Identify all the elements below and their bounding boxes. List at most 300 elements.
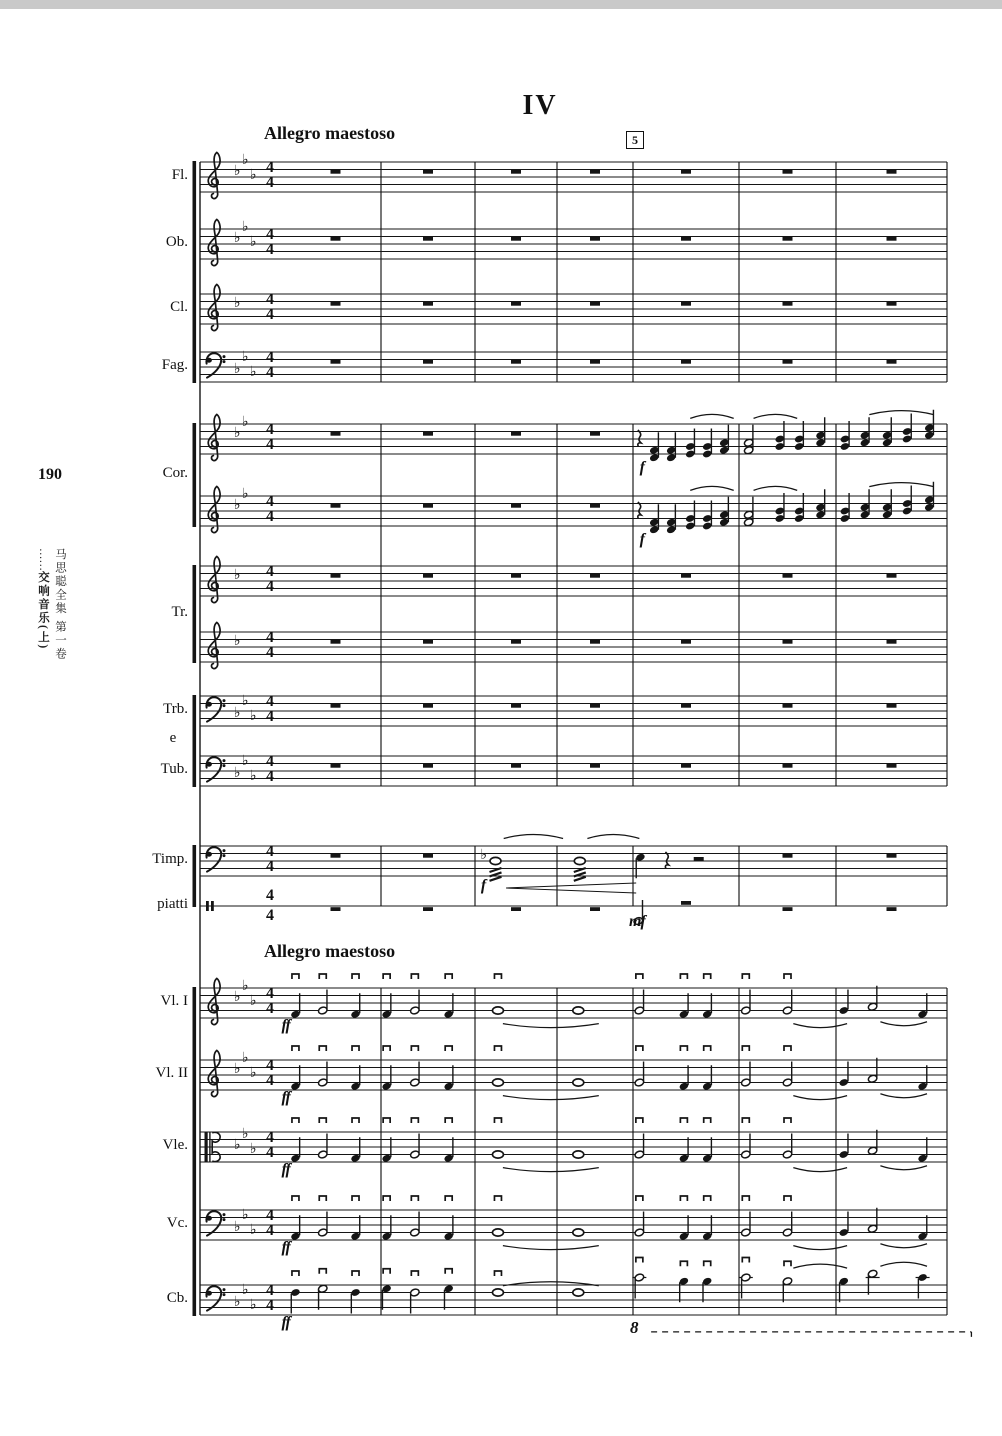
whole-rest	[590, 764, 600, 768]
key-signature-flat: ♭	[250, 167, 257, 183]
bass-clef-dot	[206, 852, 212, 857]
whole-rest	[590, 302, 600, 306]
time-signature-lower: 4	[266, 306, 274, 323]
time-signature-lower: 4	[266, 858, 274, 875]
down-bow-icon	[292, 974, 299, 979]
key-signature-flat: ♭	[242, 978, 249, 994]
whole-note-head	[573, 1007, 584, 1014]
down-bow-icon	[680, 1118, 687, 1123]
slur-arc	[793, 1024, 847, 1028]
dynamic-ff-cb: ff	[281, 1314, 290, 1331]
whole-rest	[423, 704, 433, 708]
slur-arc	[503, 1024, 599, 1028]
key-signature-flat: ♭	[242, 152, 249, 168]
whole-rest	[423, 574, 433, 578]
down-bow-icon	[636, 1196, 643, 1201]
down-bow-icon	[494, 1118, 501, 1123]
group-bracket	[193, 845, 197, 907]
time-signature-lower: 4	[266, 174, 274, 191]
whole-note-head	[573, 1289, 584, 1296]
whole-rest	[783, 640, 793, 644]
whole-rest	[783, 170, 793, 174]
whole-rest	[423, 504, 433, 508]
dynamic-ff-vc: ff	[281, 1239, 290, 1256]
slur-arc	[503, 1246, 599, 1250]
slur-arc	[503, 1168, 599, 1172]
whole-rest	[511, 302, 521, 306]
slur-arc	[880, 1244, 927, 1248]
down-bow-icon	[784, 1118, 791, 1123]
down-bow-icon	[742, 974, 749, 979]
tie-arc	[880, 1262, 927, 1266]
key-signature-flat: ♭	[234, 634, 241, 649]
bass-clef-dot	[206, 702, 212, 707]
group-label-e: e	[169, 730, 177, 746]
down-bow-icon	[411, 1046, 418, 1051]
tremolo-slash	[490, 877, 502, 881]
down-bow-icon	[636, 974, 643, 979]
group-bracket	[193, 987, 197, 1316]
slur-arc	[880, 1022, 927, 1026]
whole-rest	[681, 764, 691, 768]
whole-rest	[887, 237, 897, 241]
time-signature-upper: 4	[266, 226, 274, 243]
whole-note-head	[573, 1229, 584, 1236]
rehearsal-mark: 5	[626, 131, 644, 149]
down-bow-icon	[445, 974, 452, 979]
down-bow-icon	[636, 1258, 643, 1263]
time-signature-lower: 4	[266, 1222, 274, 1239]
down-bow-icon	[352, 1271, 359, 1276]
down-bow-icon	[292, 1271, 299, 1276]
whole-note-head	[492, 1007, 503, 1014]
down-bow-icon	[636, 1118, 643, 1123]
bass-clef-path	[206, 697, 221, 721]
dynamic-f-cor1: f	[639, 459, 644, 476]
down-bow-icon	[383, 1118, 390, 1123]
down-bow-icon	[292, 1118, 299, 1123]
whole-rest	[511, 170, 521, 174]
time-signature-upper: 4	[266, 985, 274, 1002]
whole-rest	[681, 360, 691, 364]
tempo-marking-top: Allegro maestoso	[264, 123, 396, 143]
tie-arc	[504, 835, 563, 839]
time-signature-lower: 4	[266, 364, 274, 381]
bass-clef-icon	[206, 1211, 225, 1235]
key-signature-flat: ♭	[234, 296, 241, 311]
whole-rest	[331, 360, 341, 364]
time-signature-lower: 4	[266, 1072, 274, 1089]
whole-rest	[681, 704, 691, 708]
time-signature-upper: 4	[266, 887, 274, 904]
down-bow-icon	[383, 1196, 390, 1201]
time-signature-lower: 4	[266, 578, 274, 595]
whole-rest	[423, 360, 433, 364]
whole-rest	[590, 574, 600, 578]
time-signature-upper: 4	[266, 159, 274, 176]
down-bow-icon	[383, 1269, 390, 1274]
whole-rest	[423, 640, 433, 644]
down-bow-icon	[742, 1196, 749, 1201]
key-signature-flat: ♭	[250, 365, 257, 381]
slur-arc	[880, 1094, 927, 1098]
whole-rest	[590, 432, 600, 436]
dynamic-f-cor2: f	[639, 531, 644, 548]
whole-rest	[331, 504, 341, 508]
key-signature-flat: ♭	[250, 709, 257, 725]
key-signature-flat: ♭	[250, 1141, 257, 1157]
key-signature-flat: ♭	[234, 1137, 241, 1153]
down-bow-icon	[411, 1118, 418, 1123]
instrument-label-timp: Timp.	[152, 851, 188, 867]
down-bow-icon	[742, 1258, 749, 1263]
whole-rest	[590, 360, 600, 364]
whole-rest	[590, 907, 600, 911]
slur-arc	[880, 1166, 927, 1170]
ottava-label: 8	[630, 1318, 639, 1337]
down-bow-icon	[704, 1261, 711, 1266]
group-bracket	[193, 695, 197, 787]
whole-note-head	[490, 857, 501, 864]
time-signature-lower: 4	[266, 1144, 274, 1161]
down-bow-icon	[445, 1118, 452, 1123]
down-bow-icon	[445, 1196, 452, 1201]
down-bow-icon	[319, 1269, 326, 1274]
down-bow-icon	[319, 1196, 326, 1201]
key-signature-flat: ♭	[234, 1294, 241, 1310]
key-signature-flat: ♭	[250, 1065, 257, 1081]
instrument-label-fag: Fag.	[161, 357, 188, 373]
down-bow-icon	[383, 974, 390, 979]
whole-rest	[887, 764, 897, 768]
whole-note-head	[492, 1151, 503, 1158]
time-signature-lower: 4	[266, 907, 274, 924]
whole-rest	[511, 237, 521, 241]
down-bow-icon	[319, 974, 326, 979]
key-signature-flat: ♭	[242, 414, 249, 430]
time-signature-upper: 4	[266, 349, 274, 366]
whole-rest	[331, 170, 341, 174]
whole-rest	[331, 764, 341, 768]
key-signature-flat: ♭	[250, 1298, 257, 1314]
key-signature-flat: ♭	[234, 705, 241, 721]
whole-rest	[783, 574, 793, 578]
whole-rest	[331, 432, 341, 436]
bass-clef-dot	[223, 1293, 226, 1296]
down-bow-icon	[494, 1271, 501, 1276]
time-signature-lower: 4	[266, 708, 274, 725]
time-signature-upper: 4	[266, 693, 274, 710]
whole-rest	[511, 574, 521, 578]
group-bracket	[193, 161, 197, 383]
margin-series-title: 马思聪全集 第一卷	[54, 548, 66, 661]
crescendo-hairpin	[506, 883, 636, 888]
whole-rest	[511, 504, 521, 508]
whole-rest	[331, 854, 341, 858]
slur-arc	[503, 1096, 599, 1100]
bass-clef-dot	[223, 355, 226, 358]
group-bracket	[193, 565, 197, 663]
instrument-label-cl: Cl.	[170, 299, 188, 315]
key-signature-flat: ♭	[250, 1223, 257, 1239]
bass-clef-dot	[206, 358, 212, 363]
time-signature-upper: 4	[266, 1129, 274, 1146]
time-signature-lower: 4	[266, 768, 274, 785]
bass-clef-path	[206, 757, 221, 781]
whole-rest	[590, 704, 600, 708]
dynamic-f-timp: f	[480, 877, 486, 894]
whole-rest	[423, 854, 433, 858]
whole-note-head	[574, 857, 585, 864]
whole-rest	[681, 640, 691, 644]
whole-rest	[423, 764, 433, 768]
down-bow-icon	[494, 974, 501, 979]
whole-rest	[887, 574, 897, 578]
whole-rest	[681, 237, 691, 241]
time-signature-lower: 4	[266, 436, 274, 453]
bass-clef-icon	[206, 353, 225, 377]
crescendo-hairpin	[506, 888, 636, 893]
down-bow-icon	[680, 1261, 687, 1266]
tie-arc	[869, 411, 933, 415]
whole-rest	[783, 704, 793, 708]
instrument-label-trb: Trb.	[163, 701, 188, 717]
half-rest	[694, 857, 704, 861]
key-signature-flat: ♭	[250, 234, 257, 250]
key-signature-flat: ♭	[242, 754, 249, 770]
bass-clef-path	[206, 1211, 221, 1235]
whole-rest	[331, 302, 341, 306]
bass-clef-dot	[223, 704, 226, 707]
time-signature-lower: 4	[266, 1000, 274, 1017]
tie-arc	[793, 1264, 847, 1268]
down-bow-icon	[704, 1118, 711, 1123]
down-bow-icon	[411, 974, 418, 979]
bass-clef-path	[206, 353, 221, 377]
down-bow-icon	[352, 1196, 359, 1201]
bass-clef-dot	[206, 1291, 212, 1296]
down-bow-icon	[445, 1269, 452, 1274]
key-signature-flat: ♭	[234, 498, 241, 513]
whole-rest	[331, 907, 341, 911]
page-title: IV	[522, 90, 558, 121]
quarter-rest	[638, 430, 641, 446]
down-bow-icon	[352, 974, 359, 979]
instrument-label-cor1: Cor.	[162, 465, 188, 481]
whole-rest	[423, 432, 433, 436]
whole-rest	[511, 432, 521, 436]
instrument-label-tr1: Tr.	[171, 604, 188, 620]
whole-rest	[887, 640, 897, 644]
whole-rest	[331, 574, 341, 578]
key-signature-flat: ♭	[250, 769, 257, 785]
whole-rest	[331, 640, 341, 644]
whole-note-head	[573, 1151, 584, 1158]
tie-arc	[754, 486, 798, 490]
whole-rest	[783, 764, 793, 768]
whole-rest	[423, 907, 433, 911]
tie-arc	[587, 835, 639, 839]
whole-rest	[783, 302, 793, 306]
bass-clef-icon	[206, 1286, 225, 1310]
whole-rest	[681, 574, 691, 578]
time-signature-upper: 4	[266, 843, 274, 860]
bass-clef-dot	[223, 1218, 226, 1221]
whole-rest	[783, 907, 793, 911]
bass-clef-dot	[223, 854, 226, 857]
bass-clef-dot	[223, 1213, 226, 1216]
whole-rest	[887, 704, 897, 708]
time-signature-upper: 4	[266, 421, 274, 438]
whole-rest	[511, 907, 521, 911]
time-signature-upper: 4	[266, 563, 274, 580]
down-bow-icon	[704, 1196, 711, 1201]
down-bow-icon	[411, 1196, 418, 1201]
time-signature-upper: 4	[266, 753, 274, 770]
bass-clef-icon	[206, 757, 225, 781]
down-bow-icon	[445, 1046, 452, 1051]
instrument-label-vl1: Vl. I	[160, 993, 188, 1009]
key-signature-flat: ♭	[242, 1050, 249, 1066]
slur-arc	[793, 1246, 847, 1250]
down-bow-icon	[292, 1196, 299, 1201]
group-bracket	[193, 423, 197, 527]
bass-clef-dot	[206, 1216, 212, 1221]
whole-rest	[331, 237, 341, 241]
dynamic-ff-vle: ff	[281, 1161, 290, 1178]
down-bow-icon	[784, 1046, 791, 1051]
whole-note-head	[573, 1079, 584, 1086]
bass-clef-dot	[223, 360, 226, 363]
bass-clef-icon	[206, 697, 225, 721]
whole-rest	[590, 504, 600, 508]
down-bow-icon	[784, 1196, 791, 1201]
down-bow-icon	[742, 1046, 749, 1051]
key-signature-flat: ♭	[242, 1283, 249, 1299]
key-signature-flat: ♭	[234, 231, 241, 246]
time-signature-lower: 4	[266, 644, 274, 661]
instrument-label-vle: Vle.	[162, 1137, 188, 1153]
key-signature-flat: ♭	[234, 164, 241, 179]
dynamic-ff-vl2: ff	[281, 1089, 290, 1106]
percussion-clef-icon	[211, 901, 214, 911]
whole-rest	[423, 170, 433, 174]
whole-rest	[887, 302, 897, 306]
whole-rest	[511, 360, 521, 364]
bass-clef-dot	[223, 764, 226, 767]
key-signature-flat: ♭	[242, 350, 249, 366]
percussion-clef-icon	[206, 901, 209, 911]
key-signature-flat: ♭	[234, 990, 241, 1005]
whole-rest	[783, 854, 793, 858]
bass-clef-path	[206, 1286, 221, 1310]
key-signature-flat: ♭	[234, 1219, 241, 1235]
down-bow-icon	[784, 1261, 791, 1266]
key-signature-flat: ♭	[250, 993, 257, 1009]
down-bow-icon	[636, 1046, 643, 1051]
tempo-marking-strings: Allegro maestoso	[264, 941, 396, 961]
whole-rest	[423, 237, 433, 241]
time-signature-lower: 4	[266, 508, 274, 525]
down-bow-icon	[680, 1196, 687, 1201]
bass-clef-path	[206, 847, 221, 871]
down-bow-icon	[292, 1046, 299, 1051]
time-signature-lower: 4	[266, 241, 274, 258]
whole-rest	[887, 907, 897, 911]
down-bow-icon	[352, 1046, 359, 1051]
down-bow-icon	[319, 1046, 326, 1051]
time-signature-upper: 4	[266, 1207, 274, 1224]
time-signature-upper: 4	[266, 1057, 274, 1074]
instrument-label-fl: Fl.	[171, 167, 188, 183]
down-bow-icon	[383, 1046, 390, 1051]
down-bow-icon	[352, 1118, 359, 1123]
instrument-label-ob: Ob.	[165, 234, 188, 250]
key-signature-flat: ♭	[234, 361, 241, 377]
slur-arc	[793, 1168, 847, 1172]
whole-note-head	[492, 1229, 503, 1236]
bass-clef-dot	[206, 762, 212, 767]
key-signature-flat: ♭	[242, 1208, 249, 1224]
tie-arc	[690, 486, 733, 490]
alto-clef-bar	[205, 1132, 208, 1162]
key-signature-flat: ♭	[234, 568, 241, 583]
instrument-label-tub: Tub.	[160, 761, 188, 777]
down-bow-icon	[704, 1046, 711, 1051]
bass-clef-dot	[223, 759, 226, 762]
whole-rest	[590, 237, 600, 241]
bass-clef-dot	[223, 1288, 226, 1291]
time-signature-lower: 4	[266, 1297, 274, 1314]
whole-rest	[887, 854, 897, 858]
whole-rest	[331, 704, 341, 708]
tie-arc	[754, 414, 798, 418]
down-bow-icon	[704, 974, 711, 979]
dynamic-ff-vl1: ff	[281, 1017, 290, 1034]
whole-rest	[681, 302, 691, 306]
margin-dots: ……	[37, 548, 49, 571]
key-signature-flat: ♭	[242, 1126, 249, 1142]
key-signature-flat: ♭	[242, 219, 249, 235]
tie-arc	[690, 414, 733, 418]
whole-rest	[681, 170, 691, 174]
time-signature-upper: 4	[266, 493, 274, 510]
whole-rest	[590, 640, 600, 644]
instrument-label-cb: Cb.	[166, 1290, 188, 1306]
whole-rest	[423, 302, 433, 306]
down-bow-icon	[319, 1118, 326, 1123]
flat-accidental: ♭	[480, 848, 488, 863]
key-signature-flat: ♭	[242, 486, 249, 502]
down-bow-icon	[680, 1046, 687, 1051]
down-bow-icon	[742, 1118, 749, 1123]
tie-arc	[869, 483, 933, 487]
whole-rest	[511, 764, 521, 768]
key-signature-flat: ♭	[234, 765, 241, 781]
instrument-label-vc: Vc.	[166, 1215, 188, 1231]
alto-clef-bar	[209, 1132, 210, 1162]
quarter-rest	[638, 502, 641, 518]
whole-rest	[511, 640, 521, 644]
whole-rest	[590, 170, 600, 174]
whole-rest	[887, 170, 897, 174]
down-bow-icon	[411, 1271, 418, 1276]
key-signature-flat: ♭	[242, 694, 249, 710]
down-bow-icon	[680, 974, 687, 979]
dynamic-mf-piatti: mf	[629, 913, 645, 930]
quarter-rest	[665, 852, 668, 868]
bass-clef-icon	[206, 847, 225, 871]
